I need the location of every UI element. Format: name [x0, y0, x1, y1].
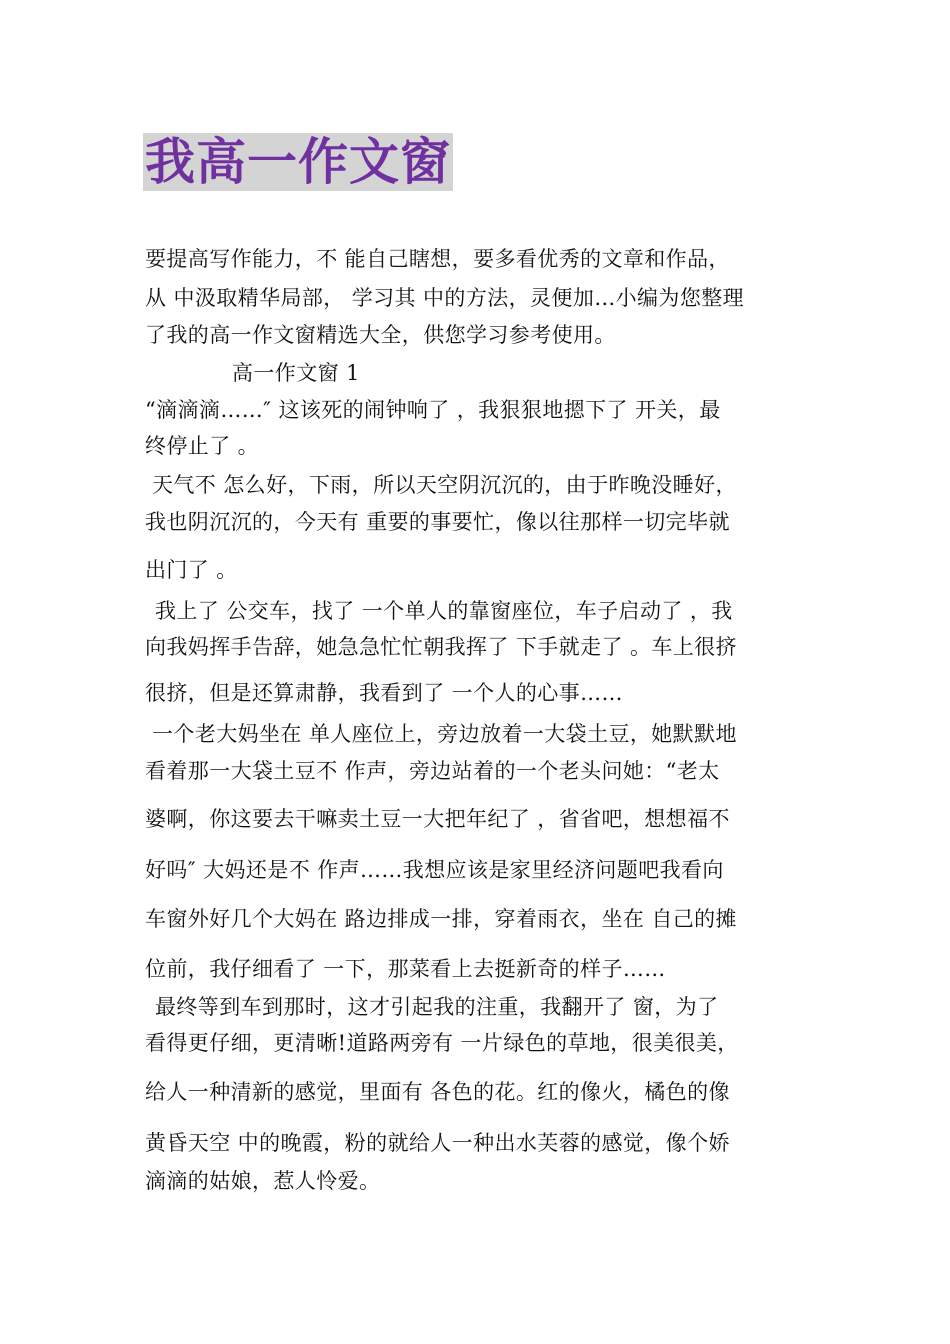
body-line-7: 天气不 怎么好，下雨，所以天空阴沉沉的，由于昨晚没睡好，	[152, 473, 737, 497]
body-line-16: 好吗″ 大妈还是不 作声……我想应该是家里经济问题吧我看向	[145, 858, 724, 882]
body-line-13: 一个老大妈坐在 单人座位上，旁边放着一大袋土豆，她默默地	[152, 722, 737, 746]
body-line-3: 了我的高一作文窗精选大全，供您学习参考使用。	[145, 323, 616, 347]
body-line-8: 我也阴沉沉的，今天有 重要的事要忙，像以往那样一切完毕就	[145, 510, 730, 534]
body-line-19: 最终等到车到那时，这才引起我的注重，我翻开了 窗，为了	[155, 995, 719, 1019]
body-line-21: 给人一种清新的感觉，里面有 各色的花。红的像火，橘色的像	[145, 1080, 730, 1104]
title-highlight	[143, 133, 453, 191]
body-line-14: 看着那一大袋土豆不 作声，旁边站着的一个老头问她：“老太	[145, 759, 720, 783]
body-line-22: 黄昏天空 中的晚霞，粉的就给人一种出水芙蓉的感觉，像个娇	[145, 1131, 730, 1155]
body-line-10: 我上了 公交车，找了 一个单人的靠窗座位，车子启动了 ，我	[155, 599, 733, 623]
body-line-6: 终停止了 。	[145, 434, 260, 458]
section-heading: 高一作文窗 1	[232, 361, 360, 385]
body-line-20: 看得更仔细，更清晰!道路两旁有 一片绿色的草地，很美很美，	[145, 1031, 739, 1055]
body-line-11: 向我妈挥手告辞，她急急忙忙朝我挥了 下手就走了 。车上很挤	[145, 635, 737, 659]
body-line-12: 很挤，但是还算肃静，我看到了 一个人的心事……	[145, 681, 623, 705]
body-line-15: 婆啊，你这要去干嘛卖土豆一大把年纪了 ，省省吧，想想福不	[145, 807, 730, 831]
document-title: 我高一作文窗	[145, 133, 451, 191]
body-line-9: 出门了 。	[145, 558, 238, 582]
body-line-23: 滴滴的姑娘，惹人怜爱。	[145, 1169, 381, 1193]
body-line-17: 车窗外好几个大妈在 路边排成一排，穿着雨衣，坐在 自己的摊	[145, 907, 737, 931]
body-line-1: 要提高写作能力，不 能自己瞎想，要多看优秀的文章和作品，	[145, 247, 730, 271]
body-line-5: “滴滴滴……″ 这该死的闹钟响了 ，我狠狠地摁下了 开关，最	[145, 398, 721, 422]
body-line-18: 位前，我仔细看了 一下，那菜看上去挺新奇的样子……	[145, 957, 666, 981]
body-line-2: 从 中汲取精华局部， 学习其 中的方法，灵便加…小编为您整理	[145, 286, 745, 310]
